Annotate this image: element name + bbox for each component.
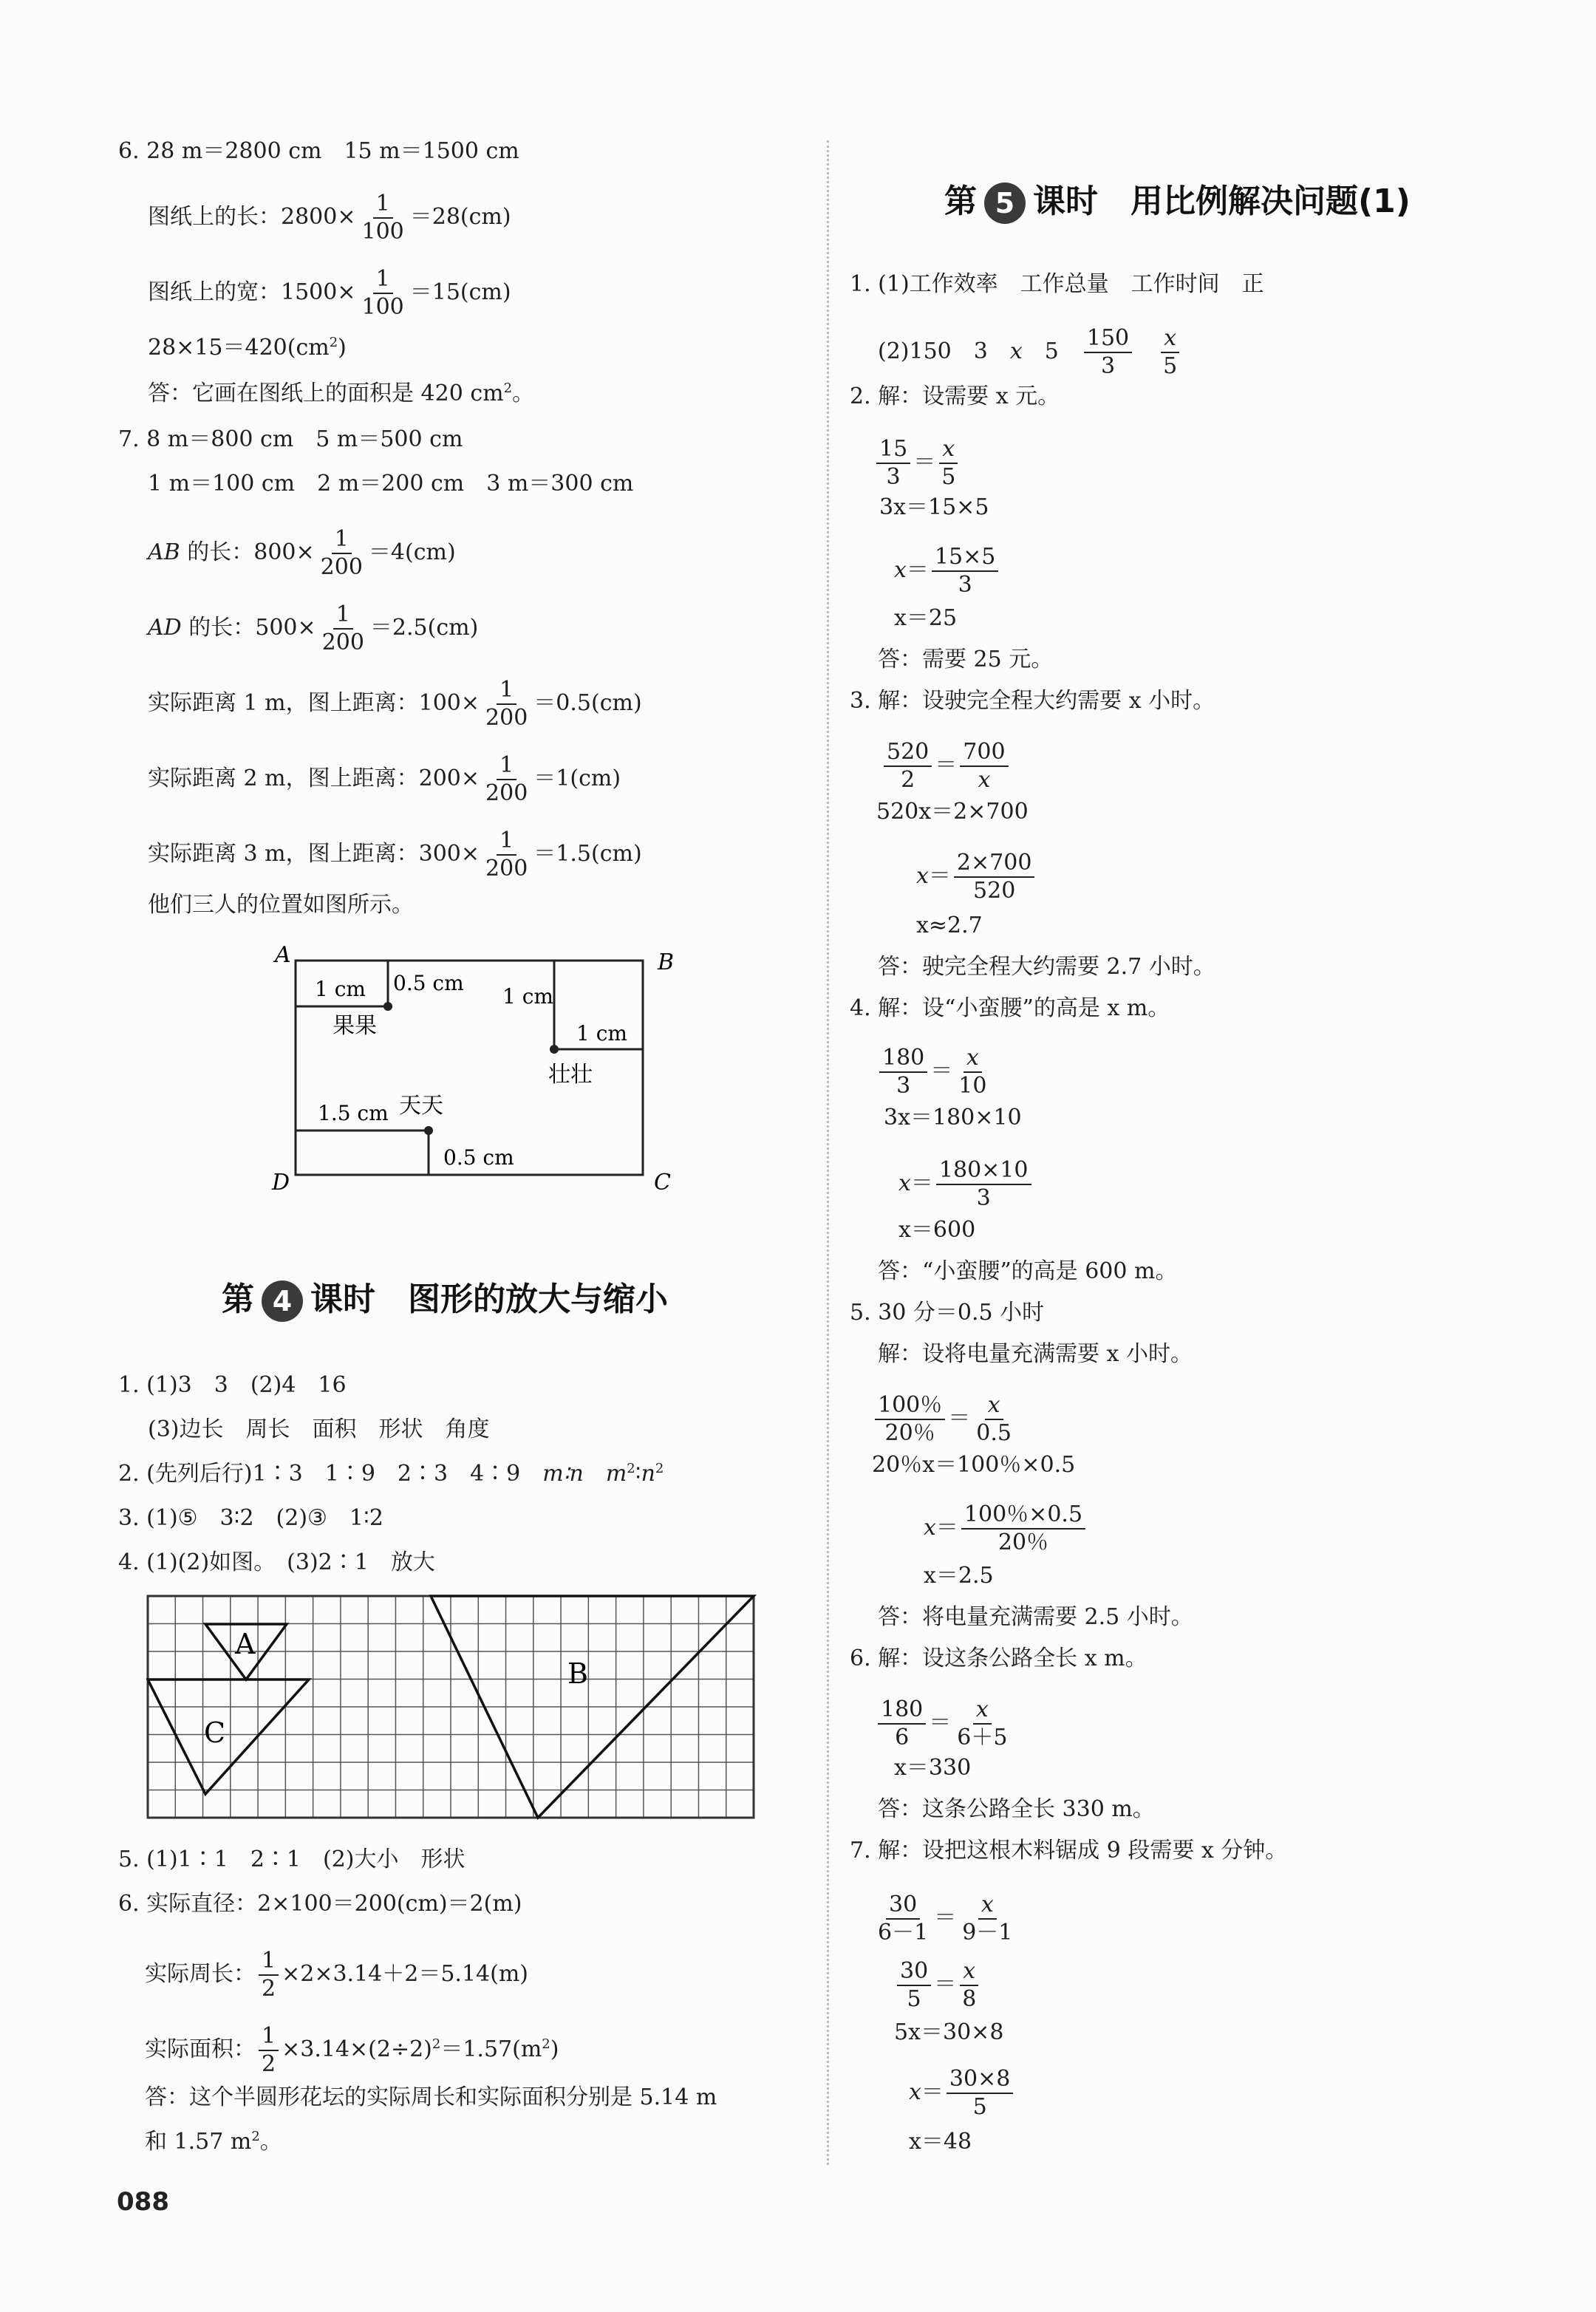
s4-q2: 2. (先列后行)1∶3 1∶9 2∶3 4∶9 m∶n $m^2∶n^2$ — [118, 1461, 664, 1487]
q7-line1: 7. 8 m＝800 cm 5 m＝500 cm — [118, 426, 463, 452]
q7-d2: 实际距离 2 m，图上距离：200× $\frac{1}{200}$ ＝1(cm) — [148, 752, 621, 806]
r-q3-eq1: $\frac{520}{2}$ ＝ $\frac{700}{x}$ — [881, 739, 1012, 794]
r-q4-eq1: $\frac{180}{3}$ ＝ $\frac{x}{10}$ — [876, 1045, 992, 1099]
q6-answer: 答：它画在图纸上的面积是 420 $cm^2$。 — [148, 381, 535, 406]
r-q2-eq4: x＝25 — [894, 605, 958, 631]
q7-d3: 实际距离 3 m，图上距离：300× $\frac{1}{200}$ ＝1.5(cm) — [148, 828, 642, 882]
s4-q6a: 6. 实际直径：2×100＝200(cm)＝2(m) — [118, 1891, 522, 1917]
label-tiantian: 天天 — [399, 1093, 443, 1119]
s4-q5: 5. (1)1∶1 2∶1 (2)大小 形状 — [118, 1846, 466, 1872]
label-C: C — [654, 1170, 671, 1196]
r-q4-answer: 答：“小蛮腰”的高是 600 m。 — [878, 1258, 1178, 1284]
label-05cm-a: 0.5 cm — [393, 971, 464, 995]
r-q5-eq4: x＝2.5 — [924, 1563, 994, 1589]
label-triangle-B: B — [567, 1657, 588, 1690]
label-D: D — [272, 1170, 290, 1196]
r-q3-eq3: x＝ $\frac{2\times 700}{520}$ — [916, 850, 1037, 904]
r-q5: 5. 30 分＝0.5 小时 — [850, 1300, 1045, 1326]
r-q5-eq2: 20％x＝100％×0.5 — [872, 1452, 1076, 1478]
section-5-title: 第 5 课时 用比例解决问题(1) — [944, 174, 1411, 224]
guoguo-dot — [383, 1002, 392, 1011]
page-number: 088 — [117, 2187, 169, 2217]
q6-area: $28\times 15=420(cm^2)$ — [148, 335, 347, 361]
r-q4-eq3: x＝ $\frac{180\times 10}{3}$ — [898, 1157, 1034, 1212]
r-q6-answer: 答：这条公路全长 330 m。 — [878, 1796, 1155, 1822]
r-q3-eq2: 520x＝2×700 — [876, 799, 1029, 825]
s4-q6e: 和 1.57 $m^2$。 — [145, 2129, 282, 2155]
r-q7-eq3: 5x＝30×8 — [894, 2019, 1004, 2045]
r-q7-eq5: x＝48 — [909, 2129, 972, 2155]
q7-ad: AD 的长：500× $\frac{1}{200}$ ＝2.5(cm) — [148, 601, 479, 655]
column-divider — [827, 140, 829, 2165]
s4-q1b: (3)边长 周长 面积 形状 角度 — [148, 1416, 490, 1442]
r-q2-answer: 答：需要 25 元。 — [878, 647, 1054, 672]
r-q7-eq2: $\frac{30}{5}$ ＝ $\frac{x}{8}$ — [894, 1958, 982, 2013]
r-q7-eq4: x＝ $\frac{30\times 8}{5}$ — [909, 2066, 1016, 2121]
label-guoguo: 果果 — [332, 1013, 377, 1039]
label-05cm-b: 0.5 cm — [443, 1145, 514, 1170]
label-triangle-C: C — [204, 1716, 226, 1749]
label-1cm-c: 1 cm — [576, 1021, 627, 1046]
s4-q6d: 答：这个半圆形花坛的实际周长和实际面积分别是 5.14 m — [145, 2084, 717, 2110]
label-triangle-A: A — [235, 1628, 256, 1660]
q7-positions: 他们三人的位置如图所示。 — [148, 892, 414, 918]
label-zhuangzhuang: 壮壮 — [548, 1062, 593, 1088]
q6-line1: 6. 28 m＝2800 cm 15 m＝1500 cm — [118, 138, 519, 164]
triangle-C — [148, 1680, 309, 1794]
r-q6-eq2: x＝330 — [894, 1755, 972, 1781]
q7-d1: 实际距离 1 m，图上距离：100× $\frac{1}{200}$ ＝0.5(cm) — [148, 677, 642, 731]
r-q3-eq4: x≈2.7 — [916, 913, 983, 938]
tiantian-dot — [424, 1126, 433, 1135]
q6-width: 图纸上的宽：1500× $\frac{1}{100}$ ＝15(cm) — [148, 266, 511, 320]
r-q3: 3. 解：设驶完全程大约需要 x 小时。 — [850, 688, 1215, 714]
r-q1a: 1. (1)工作效率 工作总量 工作时间 正 — [850, 271, 1264, 297]
r-q5-answer: 答：将电量充满需要 2.5 小时。 — [878, 1604, 1193, 1630]
s4-q3: 3. (1)⑤ 3∶2 (2)③ 1∶2 — [118, 1505, 383, 1531]
r-q2-eq2: 3x＝15×5 — [879, 494, 989, 520]
r-q2-eq1: $\frac{15}{3}$ ＝ $\frac{x}{5}$ — [873, 436, 961, 491]
label-A: A — [275, 946, 291, 968]
r-q6: 6. 解：设这条公路全长 x m。 — [850, 1646, 1147, 1671]
r-q4: 4. 解：设“小蛮腰”的高是 x m。 — [850, 995, 1170, 1021]
r-q4-eq4: x＝600 — [898, 1217, 976, 1243]
s4-q1a: 1. (1)3 3 (2)4 16 — [118, 1372, 347, 1398]
r-q6-eq1: $\frac{180}{6}$ ＝ $\frac{x}{6+5}$ — [875, 1697, 1013, 1751]
label-1cm-a: 1 cm — [315, 977, 366, 1001]
position-diagram — [266, 946, 680, 1212]
r-q4-eq2: 3x＝180×10 — [884, 1105, 1022, 1131]
r-q3-answer: 答：驶完全程大约需要 2.7 小时。 — [878, 954, 1215, 980]
r-q2: 2. 解：设需要 x 元。 — [850, 383, 1060, 409]
section-4-title: 第 4 课时 图形的放大与缩小 — [222, 1272, 668, 1322]
r-q7: 7. 解：设把这根木料锯成 9 段需要 x 分钟。 — [850, 1838, 1288, 1863]
enlargement-grid-figure — [146, 1595, 760, 1824]
q7-line2: 1 m＝100 cm 2 m＝200 cm 3 m＝300 cm — [148, 471, 634, 497]
s4-q6b: 实际周长： $\frac{1}{2}$ ×2×3.14＋2＝5.14(m) — [145, 1948, 528, 2002]
label-B: B — [658, 949, 675, 975]
r-q7-eq1: $\frac{30}{6-1}$ ＝ $\frac{x}{9-1}$ — [878, 1892, 1013, 1946]
r-q5-eq1: $\frac{100\%}{20\%}$ ＝ $\frac{x}{0.5}$ — [872, 1392, 1017, 1447]
label-15cm: 1.5 cm — [318, 1101, 389, 1125]
r-q5-eq3: x＝ $\frac{100\%\times 0.5}{20\%}$ — [924, 1501, 1088, 1556]
q7-ab: AB 的长：800× $\frac{1}{200}$ ＝4(cm) — [148, 526, 456, 580]
r-q5-b: 解：设将电量充满需要 x 小时。 — [878, 1341, 1193, 1367]
s4-q4: 4. (1)(2)如图。 (3)2∶1 放大 — [118, 1549, 435, 1575]
r-q1b: (2)150 3 x 5 $\frac{150}{3}$ $\frac{x}{5}$ — [878, 325, 1183, 380]
s4-q6c: 实际面积： $\frac{1}{2}$ $\times 3.14\times(2\div 2)^2=1.57(m^2)$ — [145, 2023, 559, 2077]
r-q2-eq3: x＝ $\frac{15\times 5}{3}$ — [894, 544, 1001, 599]
label-1cm-b: 1 cm — [502, 984, 553, 1009]
q6-length: 图纸上的长：2800× $\frac{1}{100}$ ＝28(cm) — [148, 191, 511, 245]
zhuangzhuang-dot — [550, 1045, 559, 1054]
